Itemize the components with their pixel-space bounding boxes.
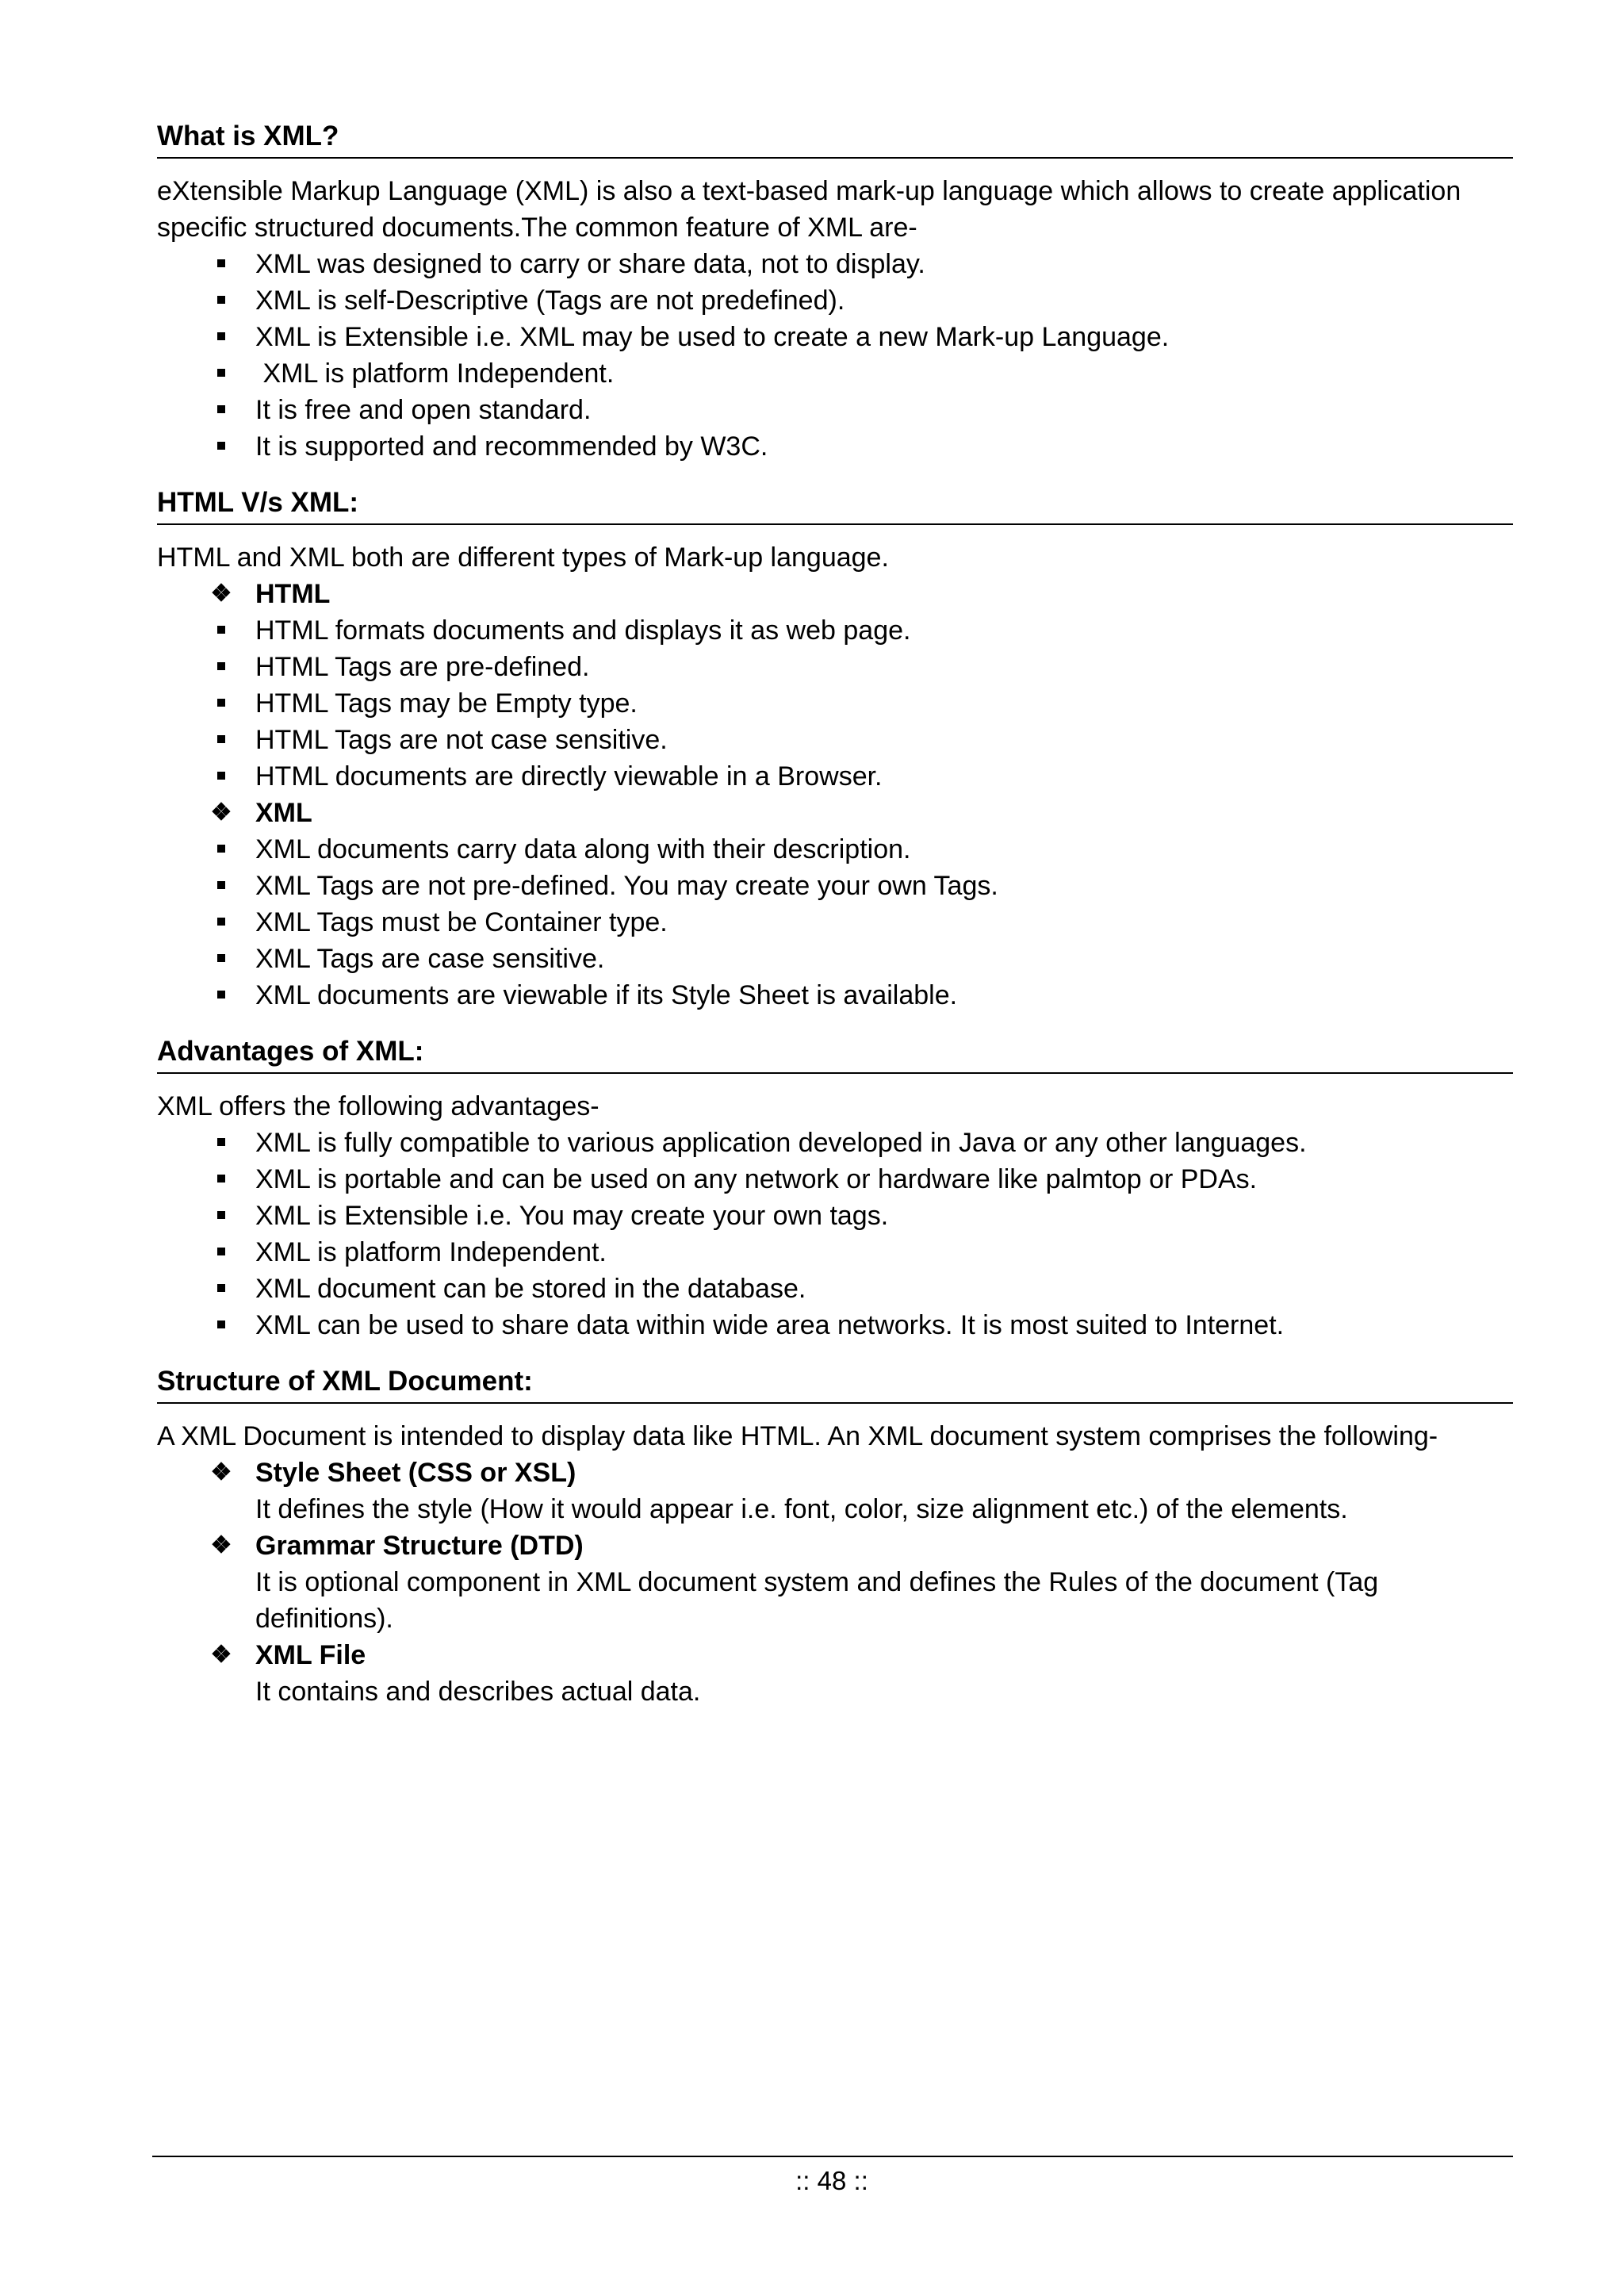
list-item: XML document can be stored in the database.	[157, 1271, 1513, 1307]
square-bullet-icon	[209, 282, 233, 319]
document-page	[157, 119, 1513, 1731]
diamond-bullet-icon: ❖	[210, 1532, 232, 1558]
square-bullet-icon	[209, 868, 233, 904]
bullet-list	[157, 246, 1513, 465]
component-description: It defines the style (How it would appear i.e. font, color, size alignment etc.) of the elements.	[255, 1494, 1348, 1524]
section-heading: Advantages of XML:	[157, 1034, 1513, 1074]
section-intro: eXtensible Markup Language (XML) is also a text-based mark-up language which allows to create application specific structured documents.The common feature of XML are-	[157, 176, 1461, 243]
square-bullet-icon	[209, 612, 233, 649]
component-list	[157, 1527, 1513, 1564]
section-structure-of-xml-document	[157, 1364, 1513, 1710]
list-item: HTML Tags may be Empty type.	[157, 685, 1513, 722]
list-item: XML Tags are case sensitive.	[157, 941, 1513, 977]
component-list	[157, 1455, 1513, 1491]
section-intro: XML offers the following advantages-	[157, 1091, 599, 1121]
list-item: XML is fully compatible to various application developed in Java or any other languages.	[157, 1125, 1513, 1161]
list-item: HTML Tags are not case sensitive.	[157, 722, 1513, 758]
section-advantages-of-xml	[157, 1034, 1513, 1343]
square-bullet-icon	[209, 246, 233, 282]
section-intro: HTML and XML both are different types of Mark-up language.	[157, 542, 889, 573]
square-bullet-icon	[209, 319, 233, 355]
list-item: XML is self-Descriptive (Tags are not predefined).	[157, 282, 1513, 319]
square-bullet-icon	[209, 941, 233, 977]
list-item: It is free and open standard.	[157, 392, 1513, 428]
list-item: XML is platform Independent.	[157, 355, 1513, 392]
section-heading: Structure of XML Document:	[157, 1364, 1513, 1404]
diamond-bullet-icon: ❖	[210, 581, 232, 607]
footer-divider	[152, 2156, 1513, 2157]
diamond-bullet-icon: ❖	[210, 1642, 232, 1668]
section-what-is-xml	[157, 119, 1513, 465]
list-item: XML is Extensible i.e. XML may be used to create a new Mark-up Language.	[157, 319, 1513, 355]
component-title: ❖ XML File	[157, 1637, 1513, 1673]
section-heading: HTML V/s XML:	[157, 485, 1513, 525]
square-bullet-icon	[209, 355, 233, 392]
bullet-list	[157, 1125, 1513, 1343]
square-bullet-icon	[209, 1307, 233, 1343]
component-title: ❖ Style Sheet (CSS or XSL)	[157, 1455, 1513, 1491]
square-bullet-icon	[209, 649, 233, 685]
diamond-bullet-icon: ❖	[210, 799, 232, 826]
list-item: XML is Extensible i.e. You may create your own tags.	[157, 1198, 1513, 1234]
square-bullet-icon	[209, 722, 233, 758]
square-bullet-icon	[209, 685, 233, 722]
list-item: XML Tags are not pre-defined. You may create your own Tags.	[157, 868, 1513, 904]
component-description: It contains and describes actual data.	[255, 1677, 701, 1707]
square-bullet-icon	[209, 1271, 233, 1307]
square-bullet-icon	[209, 1234, 233, 1271]
square-bullet-icon	[209, 758, 233, 795]
list-item: It is supported and recommended by W3C.	[157, 428, 1513, 465]
bullet-list	[157, 576, 1513, 1014]
sub-heading-html: ❖ HTML	[157, 576, 1513, 612]
square-bullet-icon	[209, 977, 233, 1014]
section-heading: What is XML?	[157, 119, 1513, 159]
square-bullet-icon	[209, 1161, 233, 1198]
diamond-bullet-icon: ❖	[210, 1459, 232, 1485]
sub-heading-xml: ❖ XML	[157, 795, 1513, 831]
list-item: HTML documents are directly viewable in a Browser.	[157, 758, 1513, 795]
section-html-vs-xml	[157, 485, 1513, 1014]
square-bullet-icon	[209, 1125, 233, 1161]
list-item: XML Tags must be Container type.	[157, 904, 1513, 941]
square-bullet-icon	[209, 904, 233, 941]
list-item: XML documents are viewable if its Style Sheet is available.	[157, 977, 1513, 1014]
square-bullet-icon	[209, 1198, 233, 1234]
list-item: XML is platform Independent.	[157, 1234, 1513, 1271]
page-number: :: 48 ::	[795, 2166, 868, 2195]
component-list	[157, 1637, 1513, 1673]
list-item: XML was designed to carry or share data, not to display.	[157, 246, 1513, 282]
square-bullet-icon	[209, 831, 233, 868]
list-item: HTML formats documents and displays it as web page.	[157, 612, 1513, 649]
square-bullet-icon	[209, 428, 233, 465]
square-bullet-icon	[209, 392, 233, 428]
component-description: It is optional component in XML document system and defines the Rules of the document (Tag definitions).	[255, 1567, 1379, 1634]
list-item: XML documents carry data along with their description.	[157, 831, 1513, 868]
component-title: ❖ Grammar Structure (DTD)	[157, 1527, 1513, 1564]
section-intro: A XML Document is intended to display data like HTML. An XML document system comprises the following-	[157, 1421, 1438, 1451]
list-item: XML is portable and can be used on any network or hardware like palmtop or PDAs.	[157, 1161, 1513, 1198]
list-item: XML can be used to share data within wide area networks. It is most suited to Internet.	[157, 1307, 1513, 1343]
list-item: HTML Tags are pre-defined.	[157, 649, 1513, 685]
